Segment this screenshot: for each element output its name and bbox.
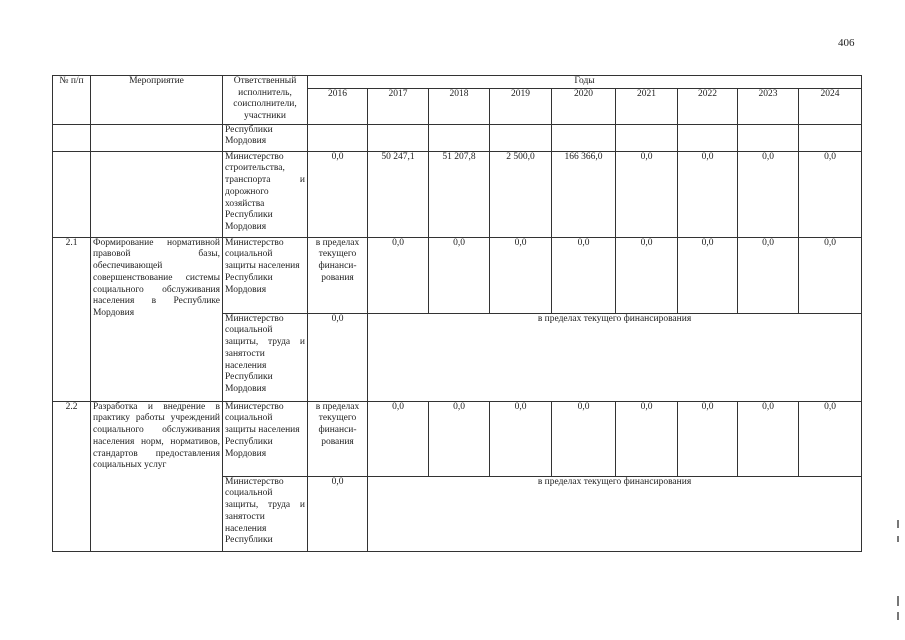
value-cell: 0,0 xyxy=(308,313,368,401)
value-cell: 0,0 xyxy=(799,151,862,237)
value-cell xyxy=(738,124,799,151)
value-cell: в пределах текущего финанси-рования xyxy=(308,401,368,476)
value-cell: 0,0 xyxy=(799,237,862,313)
row-responsible: Министерство социальной защиты населения Республики Мордовия xyxy=(223,401,308,476)
value-cell: 50 247,1 xyxy=(368,151,429,237)
scan-edge-mark xyxy=(897,596,899,606)
year-header: 2017 xyxy=(368,88,429,124)
year-header: 2019 xyxy=(490,88,552,124)
value-cell xyxy=(429,124,490,151)
value-cell: 0,0 xyxy=(552,401,616,476)
page-number: 406 xyxy=(838,37,855,49)
value-cell: 0,0 xyxy=(308,151,368,237)
value-cell: 0,0 xyxy=(308,476,368,551)
value-cell: в пределах текущего финанси-рования xyxy=(308,237,368,313)
value-cell: 0,0 xyxy=(552,237,616,313)
table-row xyxy=(53,401,862,476)
table-row xyxy=(53,237,862,313)
year-header: 2023 xyxy=(738,88,799,124)
value-cell: 0,0 xyxy=(738,237,799,313)
value-cell: 166 366,0 xyxy=(552,151,616,237)
funding-span-text: в пределах текущего финансирования xyxy=(368,476,862,551)
row-event: Разработка и внедрение в практику работы учреждений социального обслуживания населения норм, нормативов, стандартов предоставления социальных услуг xyxy=(91,401,223,551)
value-cell xyxy=(799,124,862,151)
row-event: Формирование нормативной правовой базы, обеспечивающей совершенствование системы социального обслуживания населения в Республике Мордовия xyxy=(91,237,223,401)
value-cell: 2 500,0 xyxy=(490,151,552,237)
funding-span-text: в пределах текущего финансирования xyxy=(368,313,862,401)
value-cell: 0,0 xyxy=(616,401,678,476)
row-num xyxy=(53,124,91,151)
row-responsible: Министерство строительства, транспорта и дорожного хозяйства Республики Мордовия xyxy=(223,151,308,237)
value-cell xyxy=(308,124,368,151)
scan-edge-mark xyxy=(897,612,899,620)
row-responsible: Министерство социальной защиты, труда и занятости населения Республики Мордовия xyxy=(223,313,308,401)
header-row xyxy=(53,76,862,89)
value-cell: 0,0 xyxy=(616,151,678,237)
row-num: 2.2 xyxy=(53,401,91,551)
value-cell: 0,0 xyxy=(429,237,490,313)
value-cell: 0,0 xyxy=(738,401,799,476)
value-cell: 0,0 xyxy=(616,237,678,313)
value-cell: 51 207,8 xyxy=(429,151,490,237)
value-cell: 0,0 xyxy=(738,151,799,237)
value-cell: 0,0 xyxy=(368,401,429,476)
header-num: № п/п xyxy=(53,76,91,125)
year-header: 2018 xyxy=(429,88,490,124)
value-cell: 0,0 xyxy=(490,401,552,476)
value-cell: 0,0 xyxy=(678,237,738,313)
row-responsible: Министерство социальной защиты, труда и занятости населения Республики xyxy=(223,476,308,551)
value-cell xyxy=(552,124,616,151)
value-cell: 0,0 xyxy=(490,237,552,313)
value-cell: 0,0 xyxy=(368,237,429,313)
table-row xyxy=(53,124,862,151)
row-responsible: Министерство социальной защиты населения Республики Мордовия xyxy=(223,237,308,313)
program-table xyxy=(52,75,862,552)
header-responsible: Ответственный исполнитель, соисполнители, участники xyxy=(223,76,308,125)
year-header: 2022 xyxy=(678,88,738,124)
header-event: Мероприятие xyxy=(91,76,223,125)
table-row xyxy=(53,151,862,237)
row-num: 2.1 xyxy=(53,237,91,401)
year-header: 2021 xyxy=(616,88,678,124)
row-event xyxy=(91,151,223,237)
year-header: 2020 xyxy=(552,88,616,124)
value-cell xyxy=(490,124,552,151)
scan-edge-mark xyxy=(897,520,899,528)
row-num xyxy=(53,151,91,237)
row-responsible: Республики Мордовия xyxy=(223,124,308,151)
value-cell xyxy=(368,124,429,151)
value-cell xyxy=(678,124,738,151)
header-years-group: Годы xyxy=(308,76,862,89)
value-cell: 0,0 xyxy=(678,151,738,237)
scan-edge-mark xyxy=(897,536,899,542)
row-event xyxy=(91,124,223,151)
value-cell: 0,0 xyxy=(678,401,738,476)
year-header: 2024 xyxy=(799,88,862,124)
value-cell: 0,0 xyxy=(429,401,490,476)
year-header: 2016 xyxy=(308,88,368,124)
value-cell xyxy=(616,124,678,151)
value-cell: 0,0 xyxy=(799,401,862,476)
